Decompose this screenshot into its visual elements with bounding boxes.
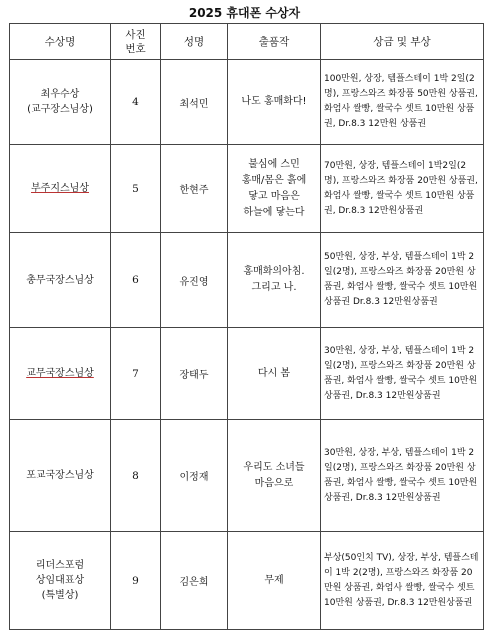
photo-number: 5 [111,145,161,233]
winner-name: 최석민 [161,60,228,145]
award-name: 최우수상 (교구장스님상) [10,60,111,145]
prize-details: 70만원, 상장, 템플스테이 1박2일(2명), 프랑스와즈 화장품 20만원 상품권, 화엄사 쌀빵, 쌀국수 셋트 10만원 상품권, Dr.8.3 12만원상품권 [321,145,484,233]
work-title: 나도 홍매화다! [228,60,321,145]
work-title: 홍매화의아침. 그리고 나. [228,233,321,328]
table-row [10,233,484,328]
award-name: 리더스포럼 상임대표상 (특별상) [10,532,111,630]
header-name: 성명 [161,24,228,60]
winner-name: 장태두 [161,328,228,420]
header-row [10,24,484,60]
winner-name: 유진영 [161,233,228,328]
prize-details: 부상(50인치 TV), 상장, 부상, 템플스테이 1박 2(2명), 프랑스와즈 화장품 20만원 상품권, 화엄사 쌀빵, 쌀국수 셋트 10만원 상품권, Dr.8.3 12만원상품권 [321,532,484,630]
header-photo-no: 사진 번호 [111,24,161,60]
winner-name: 한현주 [161,145,228,233]
header-work: 출품작 [228,24,321,60]
photo-number: 9 [111,532,161,630]
work-title: 다시 봄 [228,328,321,420]
award-name: 총무국장스님상 [10,233,111,328]
award-name: 포교국장스님상 [10,420,111,532]
award-name: 교무국장스님상 [10,328,111,420]
winner-name: 이정재 [161,420,228,532]
header-award: 수상명 [10,24,111,60]
table-row [10,328,484,420]
prize-details: 30만원, 상장, 부상, 템플스테이 1박 2일(2명), 프랑스와즈 화장품 20만원 상품권, 화엄사 쌀빵, 쌀국수 셋트 10만원 상품권, Dr.8.3 12만원상품권 [321,328,484,420]
prize-details: 100만원, 상장, 템플스테이 1박 2일(2명), 프랑스와즈 화장품 50만원 상품권, 화엄사 쌀빵, 쌀국수 셋트 10만원 상품권, Dr.8.3 12만원 상품권 [321,60,484,145]
work-title: 불심에 스민 홍매/몸은 흙에 닿고 마음은 하늘에 닿는다 [228,145,321,233]
award-name: 부주지스님상 [10,145,111,233]
winner-name: 김은희 [161,532,228,630]
work-title: 무제 [228,532,321,630]
table-row [10,145,484,233]
photo-number: 8 [111,420,161,532]
header-prize: 상금 및 부상 [321,24,484,60]
document-title: 2025 휴대폰 수상자 [188,6,301,20]
awards-table [9,23,484,630]
work-title: 우리도 소녀들 마음으로 [228,420,321,532]
prize-details: 50만원, 상장, 부상, 템플스테이 1박 2일(2명), 프랑스와즈 화장품 20만원 상품권, 화엄사 쌀빵, 쌀국수 셋트 10만원 상품권 Dr.8.3 12만원상품권 [321,233,484,328]
photo-number: 4 [111,60,161,145]
table-row [10,420,484,532]
photo-number: 7 [111,328,161,420]
photo-number: 6 [111,233,161,328]
prize-details: 30만원, 상장, 부상, 템플스테이 1박 2일(2명), 프랑스와즈 화장품 20만원 상품권, 화엄사 쌀빵, 쌀국수 셋트 10만원 상품권, Dr.8.3 12만원상품권 [321,420,484,532]
table-row [10,60,484,145]
table-row [10,532,484,630]
